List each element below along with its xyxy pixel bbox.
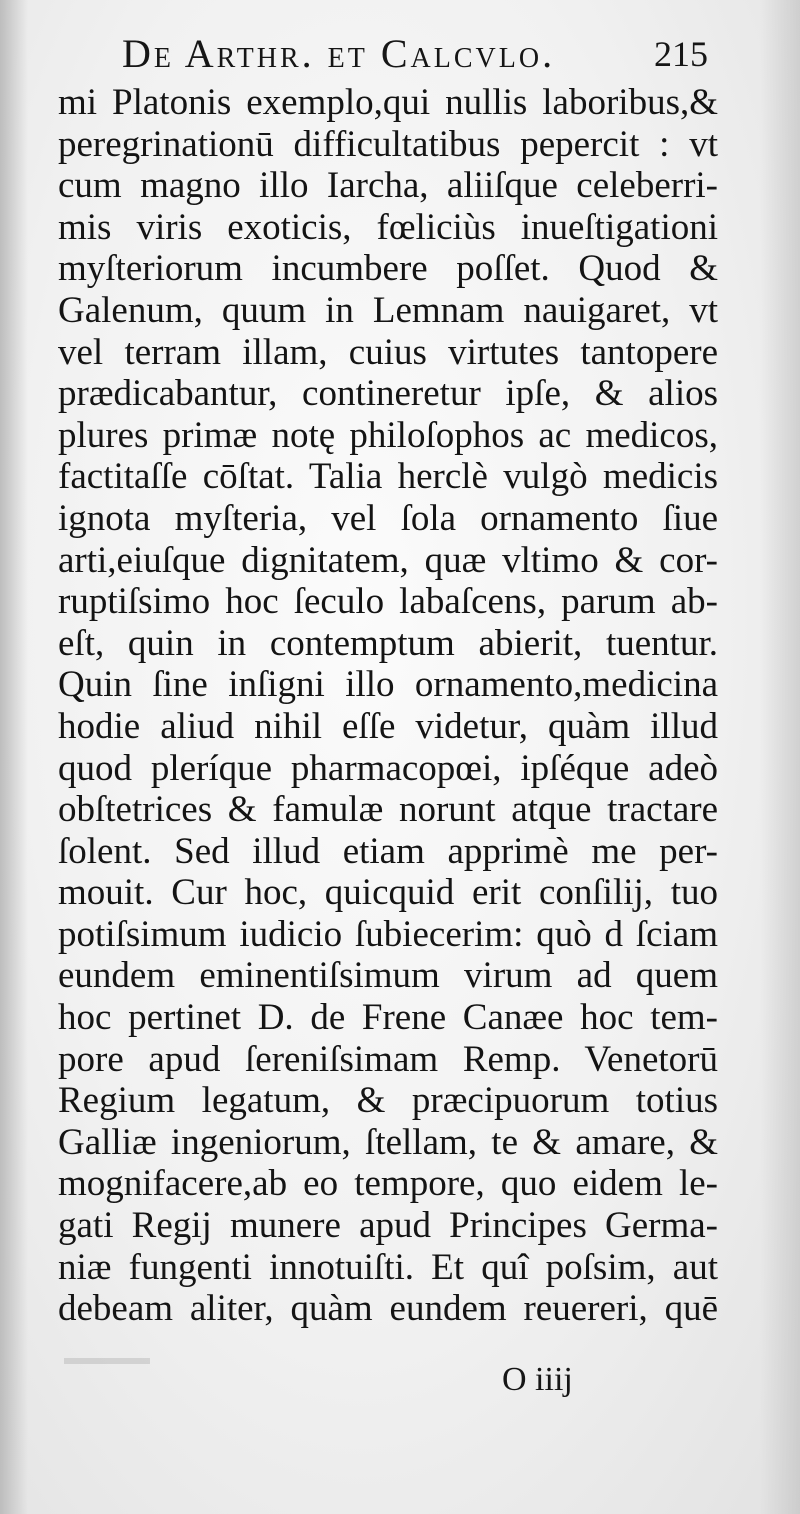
text-line: Quin ſine inſigni illo ornamento,medicina (58, 664, 718, 706)
page-footer (502, 1358, 622, 1402)
text-line: vel terram illam, cuius virtutes tantopere (58, 331, 718, 373)
running-head-title: De Arthr. et Calcvlo. (122, 31, 556, 76)
text-line: mouit. Cur hoc, quicquid erit conſilij, tuo (58, 872, 718, 914)
text-line: obſtetrices & famulæ norunt atque tractare (58, 789, 718, 831)
text-line: potiſsimum iudicio ſubiecerim: quò d ſciam (58, 913, 718, 955)
bleed-through-mark (62, 1352, 152, 1370)
page-number: 215 (654, 34, 708, 74)
text-line: Galenum, quum in Lemnam nauigaret, vt (58, 289, 718, 331)
text-line: mi Platonis exemplo,qui nullis laboribus,& (58, 82, 718, 123)
text-line: arti,eiuſque dignitatem, quæ vltimo & cor- (58, 539, 718, 581)
text-line: myſteriorum incumbere poſſet. Quod & (58, 248, 718, 290)
text-line: mognifacere,ab eo tempore, quo eidem le- (58, 1163, 718, 1205)
text-line: quod pleríque pharmacopœi, ipſéque adeò (58, 747, 718, 789)
text-line: debeam aliter, quàm eundem reuereri, quē (58, 1288, 718, 1330)
text-line: mis viris exoticis, fœliciùs inueſtigationi (58, 206, 718, 248)
text-line: ſolent. Sed illud etiam apprimè me per- (58, 830, 718, 872)
signature-mark: O iiij (502, 1361, 573, 1398)
text-line: eundem eminentiſsimum virum ad quem (58, 955, 718, 997)
text-line: pore apud ſereniſsimam Remp. Venetorū (58, 1038, 718, 1080)
text-line: cum magno illo Iarcha, aliiſque celeberri- (58, 165, 718, 207)
body-text (58, 82, 718, 1330)
text-line: hoc pertinet D. de Frene Canæe hoc tem- (58, 997, 718, 1039)
text-line: ruptiſsimo hoc ſeculo labaſcens, parum ab- (58, 581, 718, 623)
text-line: ignota myſteria, vel ſola ornamento ſiue (58, 497, 718, 539)
text-line: gati Regij munere apud Principes Germa- (58, 1205, 718, 1247)
gutter-shadow (0, 0, 28, 1514)
text-line: peregrinationū difficultatibus pepercit : vt (58, 123, 718, 165)
running-head (122, 26, 722, 82)
text-line: plures primæ notę philoſophos ac medicos, (58, 414, 718, 456)
text-line: hodie aliud nihil eſſe videtur, quàm illud (58, 705, 718, 747)
text-line: prædicabantur, contineretur ipſe, & alios (58, 373, 718, 415)
text-line: Galliæ ingeniorum, ſtellam, te & amare, & (58, 1121, 718, 1163)
text-line: eſt, quin in contemptum abierit, tuentur. (58, 622, 718, 664)
text-line: niæ fungenti innotuiſti. Et quî poſsim, aut (58, 1246, 718, 1288)
page-edge-shadow (760, 0, 800, 1514)
text-line: Regium legatum, & præcipuorum totius (58, 1080, 718, 1122)
text-line: factitaſſe cōſtat. Talia herclè vulgò medicis (58, 456, 718, 498)
